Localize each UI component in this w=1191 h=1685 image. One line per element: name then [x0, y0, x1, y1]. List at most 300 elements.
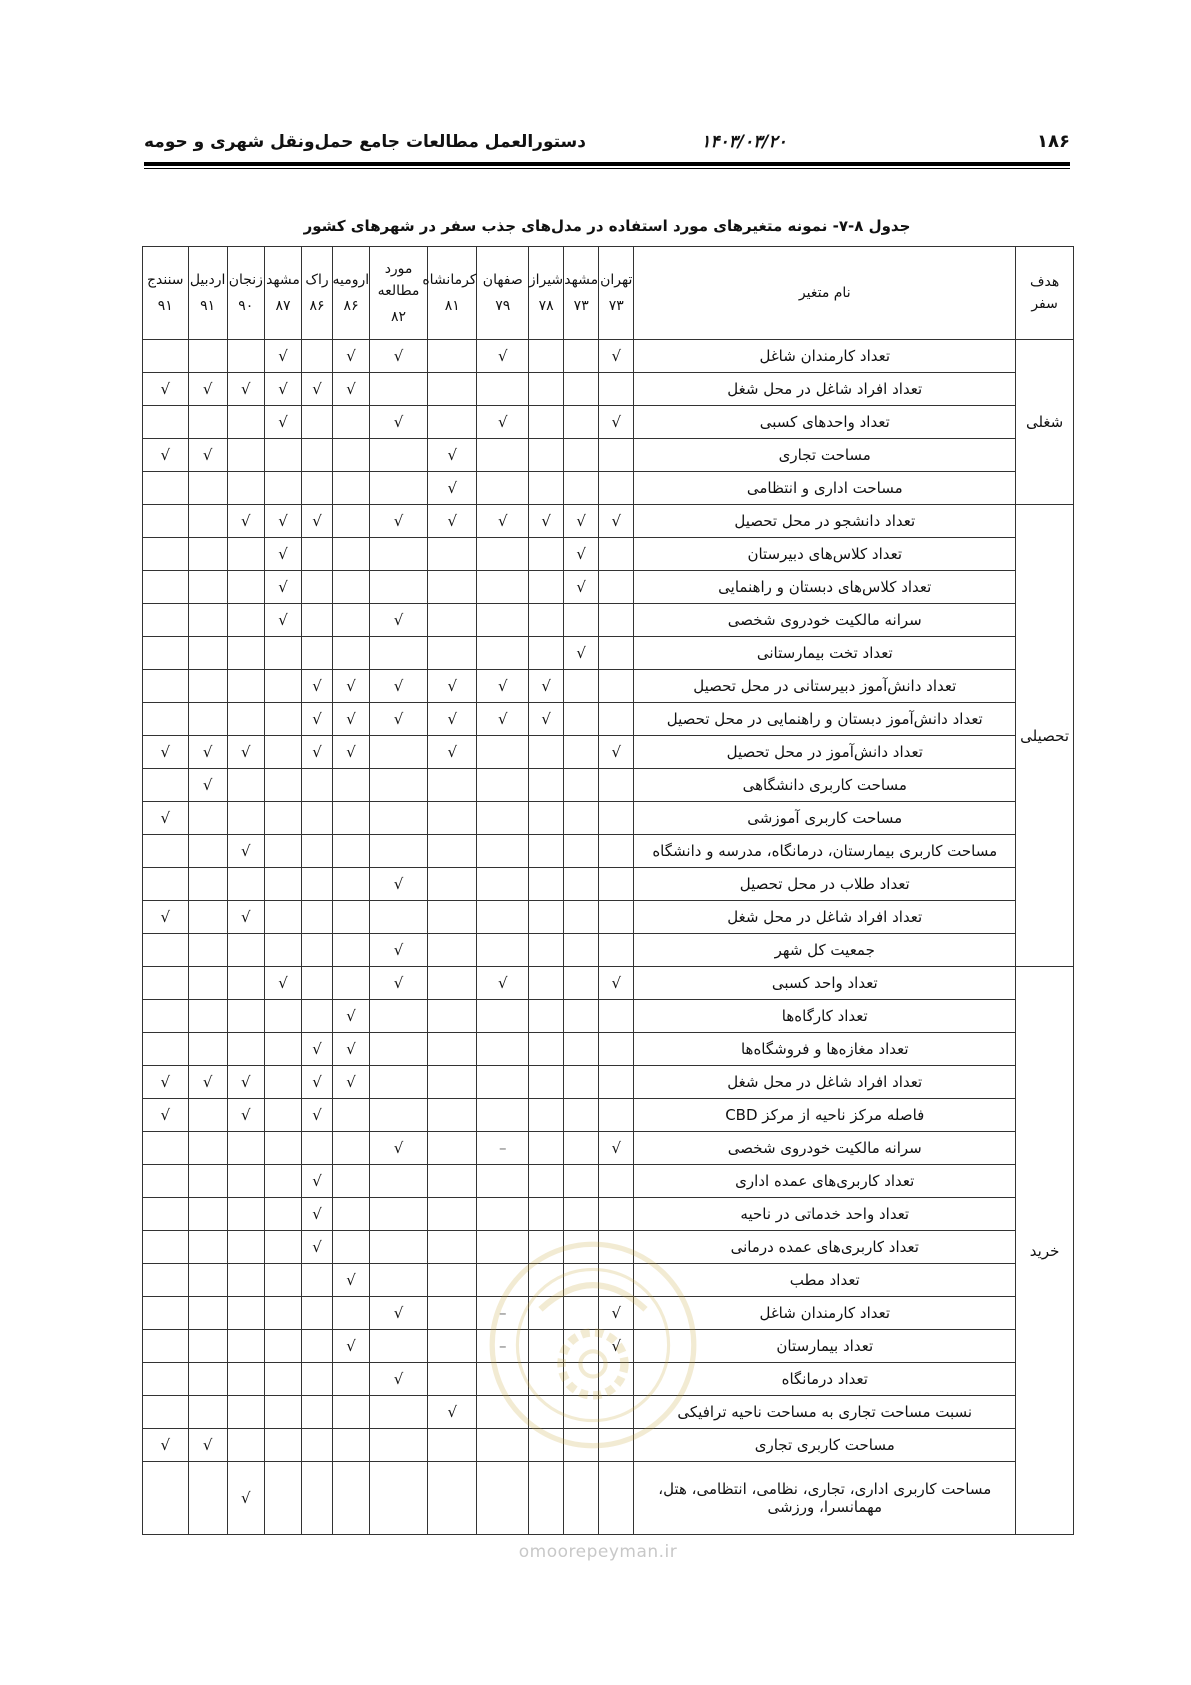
- empty-cell: [564, 1330, 599, 1363]
- empty-cell: [564, 604, 599, 637]
- empty-cell: [333, 835, 370, 868]
- empty-cell: [143, 340, 189, 373]
- empty-cell: [333, 1297, 370, 1330]
- empty-cell: [264, 835, 301, 868]
- variable-name-cell: تعداد افراد شاغل در محل شغل: [634, 1066, 1016, 1099]
- empty-cell: [143, 1462, 189, 1535]
- table-row: [143, 571, 1074, 604]
- empty-cell: [302, 604, 333, 637]
- empty-cell: [302, 1000, 333, 1033]
- empty-cell: [227, 1000, 264, 1033]
- empty-cell: [264, 736, 301, 769]
- check-mark-cell: √: [477, 703, 529, 736]
- empty-cell: [333, 1099, 370, 1132]
- check-mark-cell: √: [264, 340, 301, 373]
- empty-cell: [264, 901, 301, 934]
- empty-cell: [227, 637, 264, 670]
- check-mark-cell: √: [599, 736, 634, 769]
- empty-cell: [370, 1264, 428, 1297]
- variable-name-cell: تعداد کارمندان شاغل: [634, 340, 1016, 373]
- empty-cell: [564, 868, 599, 901]
- empty-cell: [143, 703, 189, 736]
- document-title: دستورالعمل مطالعات جامع حمل‌ونقل شهری و حومه: [144, 132, 586, 152]
- empty-cell: [564, 1132, 599, 1165]
- empty-cell: [370, 1330, 428, 1363]
- empty-cell: [599, 1396, 634, 1429]
- empty-cell: [370, 637, 428, 670]
- empty-cell: [477, 802, 529, 835]
- empty-cell: [143, 1165, 189, 1198]
- empty-cell: [564, 340, 599, 373]
- empty-cell: [143, 1033, 189, 1066]
- empty-cell: [529, 1066, 564, 1099]
- empty-cell: [264, 670, 301, 703]
- empty-cell: [302, 538, 333, 571]
- empty-cell: [564, 1099, 599, 1132]
- empty-cell: [599, 901, 634, 934]
- empty-cell: [564, 1363, 599, 1396]
- check-mark-cell: √: [188, 1066, 227, 1099]
- check-mark-cell: √: [143, 802, 189, 835]
- empty-cell: [599, 703, 634, 736]
- variable-name-cell: تعداد واحدهای کسبی: [634, 406, 1016, 439]
- check-mark-cell: √: [477, 670, 529, 703]
- empty-cell: [188, 835, 227, 868]
- empty-cell: [188, 703, 227, 736]
- empty-cell: [264, 1396, 301, 1429]
- variable-name-cell: تعداد دانش‌آموز دبیرستانی در محل تحصیل: [634, 670, 1016, 703]
- empty-cell: [302, 934, 333, 967]
- empty-cell: [599, 1363, 634, 1396]
- check-mark-cell: √: [599, 1297, 634, 1330]
- empty-cell: [302, 439, 333, 472]
- empty-cell: [188, 1165, 227, 1198]
- empty-cell: [227, 802, 264, 835]
- empty-cell: [333, 1198, 370, 1231]
- empty-cell: [333, 1363, 370, 1396]
- empty-cell: [143, 835, 189, 868]
- empty-cell: [302, 472, 333, 505]
- table-row: [143, 1297, 1074, 1330]
- table-row: [143, 1099, 1074, 1132]
- empty-cell: [370, 1462, 428, 1535]
- empty-cell: [477, 1363, 529, 1396]
- empty-cell: [529, 1363, 564, 1396]
- header-city: ارومیه ۸۶: [333, 247, 370, 340]
- check-mark-cell: √: [333, 1264, 370, 1297]
- empty-cell: [333, 901, 370, 934]
- check-mark-cell: √: [333, 340, 370, 373]
- empty-cell: [370, 439, 428, 472]
- empty-cell: [333, 1429, 370, 1462]
- table-row: [143, 439, 1074, 472]
- empty-cell: [427, 868, 477, 901]
- empty-cell: [477, 538, 529, 571]
- empty-cell: [564, 769, 599, 802]
- check-mark-cell: √: [599, 406, 634, 439]
- empty-cell: [564, 1066, 599, 1099]
- check-mark-cell: √: [427, 505, 477, 538]
- empty-cell: [564, 736, 599, 769]
- check-mark-cell: √: [370, 1132, 428, 1165]
- empty-cell: [599, 1231, 634, 1264]
- empty-cell: [188, 670, 227, 703]
- empty-cell: [264, 637, 301, 670]
- empty-cell: [302, 1330, 333, 1363]
- empty-cell: [529, 1198, 564, 1231]
- empty-cell: [188, 934, 227, 967]
- empty-cell: [188, 340, 227, 373]
- variable-name-cell: مساحت تجاری: [634, 439, 1016, 472]
- check-mark-cell: √: [227, 835, 264, 868]
- check-mark-cell: √: [302, 373, 333, 406]
- empty-cell: [302, 340, 333, 373]
- check-mark-cell: √: [427, 472, 477, 505]
- empty-cell: [599, 934, 634, 967]
- empty-cell: [188, 1033, 227, 1066]
- check-mark-cell: √: [264, 406, 301, 439]
- empty-cell: [564, 373, 599, 406]
- variable-name-cell: تعداد واحد خدماتی در ناحیه: [634, 1198, 1016, 1231]
- check-mark-cell: √: [227, 1099, 264, 1132]
- empty-cell: [264, 1330, 301, 1363]
- table-row: [143, 1132, 1074, 1165]
- variable-name-cell: تعداد واحد کسبی: [634, 967, 1016, 1000]
- empty-cell: [333, 406, 370, 439]
- empty-cell: [477, 901, 529, 934]
- empty-cell: [529, 1330, 564, 1363]
- check-mark-cell: √: [564, 505, 599, 538]
- empty-cell: [143, 637, 189, 670]
- check-mark-cell: √: [264, 571, 301, 604]
- empty-cell: [370, 538, 428, 571]
- check-mark-cell: √: [427, 736, 477, 769]
- variable-name-cell: تعداد درمانگاه: [634, 1363, 1016, 1396]
- variable-name-cell: تعداد مغازه‌ها و فروشگاه‌ها: [634, 1033, 1016, 1066]
- empty-cell: [227, 1231, 264, 1264]
- check-mark-cell: √: [370, 1297, 428, 1330]
- check-mark-cell: √: [599, 340, 634, 373]
- empty-cell: [427, 604, 477, 637]
- table-row: [143, 472, 1074, 505]
- empty-cell: [188, 538, 227, 571]
- table-row: [143, 967, 1074, 1000]
- empty-cell: [477, 472, 529, 505]
- empty-cell: [370, 1066, 428, 1099]
- empty-cell: [599, 472, 634, 505]
- check-mark-cell: √: [302, 1099, 333, 1132]
- check-mark-cell: √: [302, 670, 333, 703]
- check-mark-cell: √: [370, 505, 428, 538]
- empty-cell: [529, 769, 564, 802]
- empty-cell: [370, 1231, 428, 1264]
- empty-cell: [529, 472, 564, 505]
- empty-cell: [143, 1231, 189, 1264]
- empty-cell: [370, 1033, 428, 1066]
- empty-cell: [427, 1330, 477, 1363]
- table-row: [143, 1363, 1074, 1396]
- empty-cell: [264, 439, 301, 472]
- empty-cell: [227, 571, 264, 604]
- variable-name-cell: تعداد دانش‌آموز دبستان و راهنمایی در محل تحصیل: [634, 703, 1016, 736]
- check-mark-cell: √: [333, 703, 370, 736]
- empty-cell: [333, 472, 370, 505]
- table-header-row: [143, 247, 1074, 340]
- check-mark-cell: √: [333, 1033, 370, 1066]
- empty-cell: [333, 1462, 370, 1535]
- variable-name-cell: تعداد مطب: [634, 1264, 1016, 1297]
- check-mark-cell: √: [264, 373, 301, 406]
- empty-cell: [302, 802, 333, 835]
- empty-cell: [264, 802, 301, 835]
- empty-cell: [370, 1165, 428, 1198]
- empty-cell: [529, 1165, 564, 1198]
- trip-goal-cell: تحصیلی: [1016, 505, 1074, 967]
- empty-cell: [227, 703, 264, 736]
- check-mark-cell: √: [370, 934, 428, 967]
- empty-cell: [427, 769, 477, 802]
- variable-name-cell: تعداد کارگاه‌ها: [634, 1000, 1016, 1033]
- table-row: [143, 373, 1074, 406]
- empty-cell: [333, 604, 370, 637]
- header-goal: هدف سفر: [1016, 247, 1074, 340]
- empty-cell: [264, 1264, 301, 1297]
- check-mark-cell: √: [370, 703, 428, 736]
- header-city: صفهان ۷۹: [477, 247, 529, 340]
- variable-name-cell: سرانه مالکیت خودروی شخصی: [634, 1132, 1016, 1165]
- empty-cell: [529, 439, 564, 472]
- empty-cell: [477, 835, 529, 868]
- empty-cell: [564, 439, 599, 472]
- empty-cell: [188, 604, 227, 637]
- empty-cell: [227, 604, 264, 637]
- empty-cell: [370, 1099, 428, 1132]
- empty-cell: [427, 1198, 477, 1231]
- empty-cell: [427, 1264, 477, 1297]
- empty-cell: [333, 637, 370, 670]
- empty-cell: [370, 736, 428, 769]
- table-row: [143, 1066, 1074, 1099]
- empty-cell: [427, 1165, 477, 1198]
- empty-cell: [529, 571, 564, 604]
- table-row: [143, 868, 1074, 901]
- empty-cell: [477, 1396, 529, 1429]
- variable-name-cell: مساحت کاربری آموزشی: [634, 802, 1016, 835]
- empty-cell: [370, 1000, 428, 1033]
- empty-cell: [264, 1099, 301, 1132]
- empty-cell: [302, 1462, 333, 1535]
- empty-cell: [302, 967, 333, 1000]
- empty-cell: [477, 1099, 529, 1132]
- empty-cell: [529, 1462, 564, 1535]
- header-city: تهران ۷۳: [599, 247, 634, 340]
- empty-cell: [564, 1000, 599, 1033]
- empty-cell: [188, 1231, 227, 1264]
- empty-cell: [427, 538, 477, 571]
- page-header: [144, 128, 1070, 156]
- table-row: [143, 604, 1074, 637]
- empty-cell: [333, 1165, 370, 1198]
- empty-cell: [227, 406, 264, 439]
- empty-cell: [427, 1099, 477, 1132]
- empty-cell: [227, 1330, 264, 1363]
- empty-cell: [529, 604, 564, 637]
- empty-cell: [564, 1396, 599, 1429]
- table-row: [143, 1429, 1074, 1462]
- empty-cell: [143, 1297, 189, 1330]
- empty-cell: [477, 637, 529, 670]
- empty-cell: [227, 340, 264, 373]
- header-rule-thin: [144, 168, 1070, 169]
- empty-cell: [477, 1165, 529, 1198]
- empty-cell: [227, 934, 264, 967]
- empty-cell: [370, 769, 428, 802]
- empty-cell: [188, 1462, 227, 1535]
- empty-cell: [227, 1396, 264, 1429]
- empty-cell: [302, 637, 333, 670]
- empty-cell: [302, 406, 333, 439]
- check-mark-cell: √: [564, 571, 599, 604]
- variable-name-cell: مساحت کاربری دانشگاهی: [634, 769, 1016, 802]
- empty-cell: [529, 1396, 564, 1429]
- check-mark-cell: √: [143, 736, 189, 769]
- empty-cell: [264, 472, 301, 505]
- empty-cell: [188, 472, 227, 505]
- empty-cell: [188, 1132, 227, 1165]
- empty-cell: [370, 373, 428, 406]
- empty-cell: [370, 571, 428, 604]
- empty-cell: [599, 670, 634, 703]
- variable-name-cell: تعداد کاربری‌های عمده اداری: [634, 1165, 1016, 1198]
- empty-cell: [599, 373, 634, 406]
- variable-name-cell: تعداد افراد شاغل در محل شغل: [634, 901, 1016, 934]
- check-mark-cell: √: [143, 1066, 189, 1099]
- header-city: سنندج ۹۱: [143, 247, 189, 340]
- empty-cell: [143, 1264, 189, 1297]
- empty-cell: [264, 703, 301, 736]
- variable-name-cell: تعداد بیمارستان: [634, 1330, 1016, 1363]
- empty-cell: [264, 769, 301, 802]
- empty-cell: [564, 1033, 599, 1066]
- empty-cell: [188, 901, 227, 934]
- empty-cell: [333, 934, 370, 967]
- check-mark-cell: √: [264, 505, 301, 538]
- header-city: مورد مطالعه ۸۲: [370, 247, 428, 340]
- empty-cell: [143, 472, 189, 505]
- empty-cell: [529, 802, 564, 835]
- check-mark-cell: √: [302, 736, 333, 769]
- empty-cell: [227, 1165, 264, 1198]
- empty-cell: [529, 1132, 564, 1165]
- table-row: [143, 1000, 1074, 1033]
- check-mark-cell: √: [302, 505, 333, 538]
- empty-cell: [302, 1264, 333, 1297]
- empty-cell: [529, 1231, 564, 1264]
- empty-cell: [333, 439, 370, 472]
- header-city: زنجان ۹۰: [227, 247, 264, 340]
- check-mark-cell: √: [143, 1099, 189, 1132]
- empty-cell: [529, 1099, 564, 1132]
- variable-name-cell: تعداد دانش‌آموز در محل تحصیل: [634, 736, 1016, 769]
- empty-cell: [477, 373, 529, 406]
- empty-cell: [302, 901, 333, 934]
- empty-cell: [599, 1264, 634, 1297]
- empty-cell: [599, 1165, 634, 1198]
- empty-cell: [370, 802, 428, 835]
- empty-cell: [302, 868, 333, 901]
- empty-cell: [227, 967, 264, 1000]
- empty-cell: [427, 934, 477, 967]
- table-row: [143, 538, 1074, 571]
- empty-cell: [599, 802, 634, 835]
- table-body: [143, 340, 1074, 1535]
- empty-cell: [143, 1198, 189, 1231]
- empty-cell: [143, 1396, 189, 1429]
- header-city: اردبیل ۹۱: [188, 247, 227, 340]
- check-mark-cell: √: [477, 406, 529, 439]
- check-mark-cell: √: [370, 967, 428, 1000]
- check-mark-cell: √: [227, 373, 264, 406]
- table-row: [143, 505, 1074, 538]
- check-mark-cell: √: [370, 1363, 428, 1396]
- empty-cell: [427, 1033, 477, 1066]
- table-row: [143, 901, 1074, 934]
- empty-cell: [427, 802, 477, 835]
- empty-cell: [188, 802, 227, 835]
- empty-cell: [188, 505, 227, 538]
- empty-cell: [564, 406, 599, 439]
- empty-cell: [477, 439, 529, 472]
- empty-cell: [599, 1429, 634, 1462]
- check-mark-cell: √: [370, 670, 428, 703]
- empty-cell: [227, 439, 264, 472]
- empty-cell: [477, 1462, 529, 1535]
- check-mark-cell: √: [227, 1462, 264, 1535]
- empty-cell: [227, 868, 264, 901]
- check-mark-cell: √: [143, 901, 189, 934]
- variable-name-cell: مساحت کاربری اداری، تجاری، نظامی، انتظامی، هتل، مهمانسرا، ورزشی: [634, 1462, 1016, 1535]
- table-row: [143, 406, 1074, 439]
- empty-cell: [143, 571, 189, 604]
- check-mark-cell: √: [427, 1396, 477, 1429]
- empty-cell: [370, 1396, 428, 1429]
- empty-cell: [427, 901, 477, 934]
- header-city: مشهد ۸۷: [264, 247, 301, 340]
- empty-cell: [477, 1066, 529, 1099]
- variable-name-cell: فاصله مرکز ناحیه از مرکز CBD: [634, 1099, 1016, 1132]
- empty-cell: [227, 1363, 264, 1396]
- empty-cell: [333, 769, 370, 802]
- empty-cell: [227, 670, 264, 703]
- check-mark-cell: √: [370, 406, 428, 439]
- empty-cell: [427, 637, 477, 670]
- empty-cell: [599, 1066, 634, 1099]
- variable-name-cell: تعداد دانشجو در محل تحصیل: [634, 505, 1016, 538]
- empty-cell: [143, 934, 189, 967]
- empty-cell: [188, 967, 227, 1000]
- empty-cell: [188, 1099, 227, 1132]
- page-number: ۱۸۶: [1037, 131, 1070, 152]
- empty-cell: [599, 769, 634, 802]
- check-mark-cell: √: [427, 670, 477, 703]
- empty-cell: [477, 604, 529, 637]
- empty-cell: [529, 736, 564, 769]
- dash-mark-cell: –: [477, 1330, 529, 1363]
- header-city: مشهد ۷۳: [564, 247, 599, 340]
- empty-cell: [477, 736, 529, 769]
- empty-cell: [427, 1462, 477, 1535]
- variable-name-cell: تعداد کاربری‌های عمده درمانی: [634, 1231, 1016, 1264]
